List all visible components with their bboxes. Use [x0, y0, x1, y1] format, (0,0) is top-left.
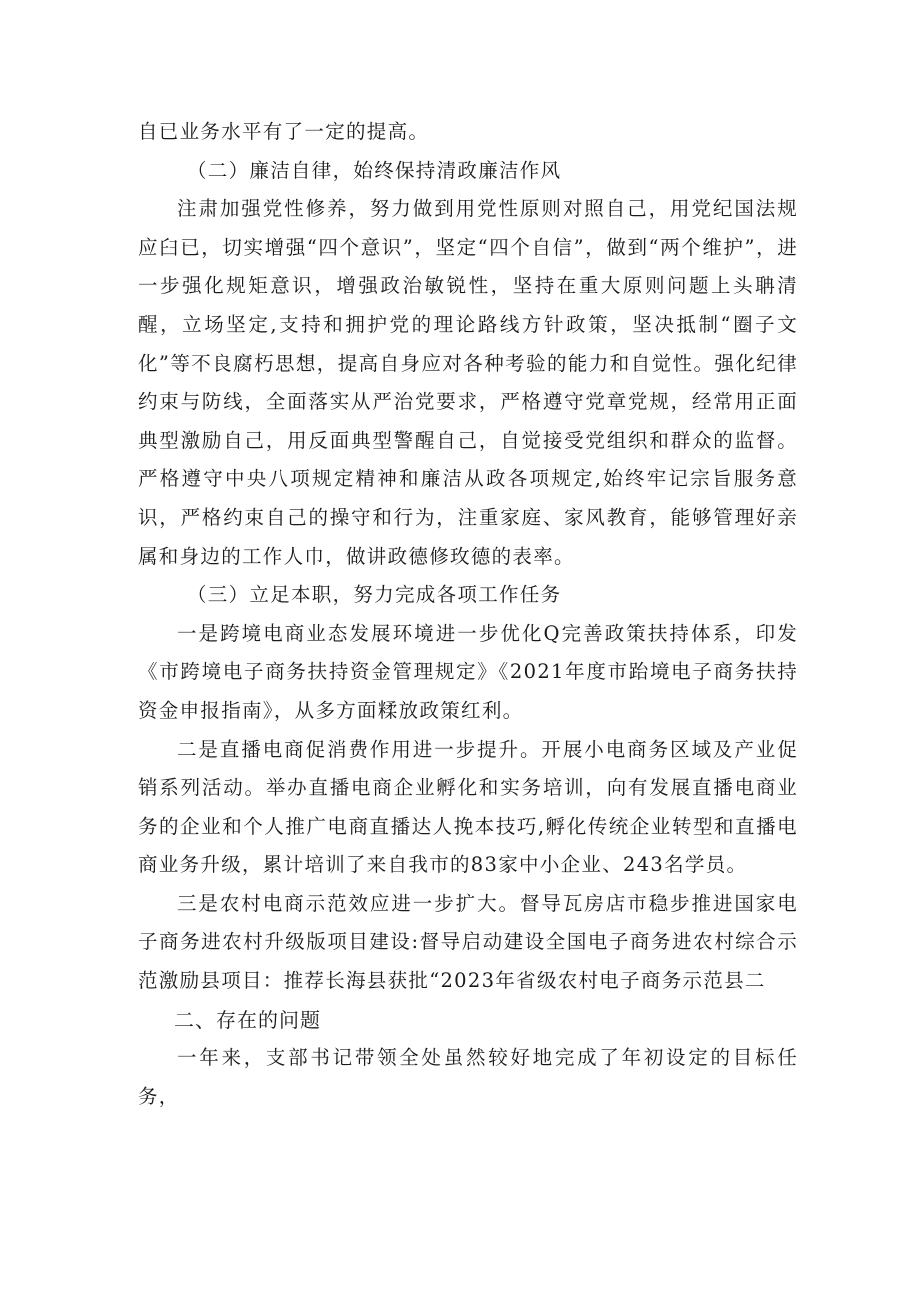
- paragraph-integrity: 注肃加强党性修养，努力做到用党性原则对照自己，用党纪国法规应臼已，切实增强“四个意识”，坚定“四个自信”，做到“两个维护”，进一步强化规矩意识，增强政治敏锐性，坚持在重大原则问题上头聃清醒，立场坚定,支持和拥护党的理论路线方针政策，坚决抵制“圈子文化”等不良腐朽思想，提高自身应对各种考验的能力和自觉性。强化纪律约束与防线，全面落实从严治党要求，严格遵守党章党规，经常用正面典型激励自己，用反面典型警醒自己，自觉接受党组织和群众的监督。严格遵守中央八项规定精神和廉洁从政各项规定,始终牢记宗旨服务意识，严格约束自己的操守和行为，注重家庭、家风教育，能够管理好亲属和身边的工作人巾，做讲政德修玫德的表率。: [138, 197, 798, 568]
- paragraph-live-streaming-ecommerce: 二是直播电商促消费作用进一步提升。开展小电商务区域及产业促销系列活动。举办直播电商企业孵化和实务培训，向有发展直播电商业务的企业和个人推广电商直播达人挽本技巧,孵化传统企业转型和直播电商业务升级，累计培训了来自我市的83家中小企业、243名学员。: [138, 737, 798, 877]
- section-subheading-3: （三）立足本职，努力完成各项工作任务: [187, 583, 562, 607]
- paragraph-rural-ecommerce: 三是农村电商示范效应进一步扩大。督导瓦房店市稳步推进国家电子商务进农村升级版项目建设:督导启动建设全国电子商务进农村综合示范激励县项目：推荐长海县获批“2023年省级农村电子商务示范县二: [138, 891, 798, 993]
- section-subheading-2: （二）廉洁自律，始终保持清政廉洁作风: [187, 158, 562, 182]
- section-heading-problems: 二、存在的问题: [174, 1007, 321, 1032]
- paragraph-cross-border-ecommerce: 一是跨境电商业态发展环境进一步优化Q完善政策扶持体系，印发《市跨境电子商务扶持资金管理规定》《2021年度市跆境电子商务扶持资金申报指南》，从多方面糅放政策红利。: [138, 621, 798, 722]
- document-body: [138, 113, 798, 1116]
- paragraph-problems-intro: 一年来，支部书记带领全处虽然较好地完成了年初设定的目标任务，: [138, 1046, 798, 1108]
- paragraph-continuation: 自已业务水平有了一定的提高。: [138, 120, 430, 143]
